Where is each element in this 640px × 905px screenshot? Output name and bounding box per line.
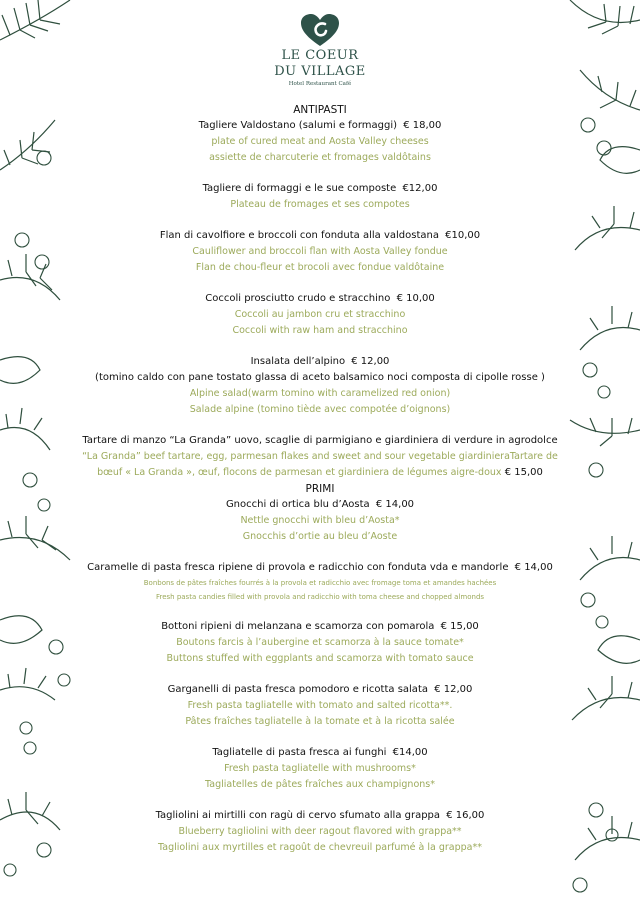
section-title-antipasti: ANTIPASTI xyxy=(293,104,347,116)
dish-title xyxy=(80,619,560,635)
dish-translation: plate of cured meat and Aosta Valley cheeses xyxy=(211,136,429,147)
dish-item xyxy=(80,228,560,276)
dish-translation: Pâtes fraîches tagliatelle à la tomate et à la ricotta salée xyxy=(185,716,455,727)
dish-title xyxy=(80,291,560,307)
restaurant-logo xyxy=(0,14,640,88)
dish-translation: Salade alpine (tomino tiède avec compotée d’oignons) xyxy=(189,404,451,415)
dish-translation: Tagliolini aux myrtilles et ragoût de chevreuil parfumé à la grappa** xyxy=(158,842,482,853)
dish-translation: Boutons farcis à l’aubergine et scamorza à la sauce tomate* xyxy=(176,637,464,648)
pine-branch-icon xyxy=(0,0,80,905)
dish-translation: Coccoli with raw ham and stracchino xyxy=(232,325,408,336)
dish-translation: Coccoli au jambon cru et stracchino xyxy=(234,309,406,320)
dish-name: Coccoli prosciutto crudo e stracchino xyxy=(205,293,391,304)
dish-subtitle: (tomino caldo con pane tostato glassa di aceto balsamico noci composta di cipolle rosse ) xyxy=(95,372,545,383)
dish-price: € 15,00 xyxy=(504,467,543,478)
dish-price: € 15,00 xyxy=(440,621,479,632)
dish-item xyxy=(80,433,560,481)
dish-price: € 16,00 xyxy=(446,810,485,821)
dish-name: Tartare di manzo “La Granda” uovo, scaglie di parmigiano e giardiniera di verdure in agrodolce xyxy=(82,435,558,446)
dish-translation: Flan de chou-fleur et brocoli avec fondue valdôtaine xyxy=(195,262,445,273)
dish-name: Tagliolini ai mirtilli con ragù di cervo sfumato alla grappa xyxy=(155,810,441,821)
dish-price: €12,00 xyxy=(402,183,438,194)
section-title-primi: PRIMI xyxy=(305,483,335,495)
dish-item xyxy=(80,118,560,166)
dish-name: Tagliere Valdostano (salumi e formaggi) xyxy=(198,120,398,131)
dish-translation: Blueberry tagliolini with deer ragout flavored with grappa** xyxy=(178,826,462,837)
dish-price: € 18,00 xyxy=(403,120,442,131)
dish-translation: Buttons stuffed with eggplants and scamorza with tomato sauce xyxy=(166,653,474,664)
dish-title xyxy=(80,181,560,197)
dish-translation: Tagliatelles de pâtes fraîches aux champignons* xyxy=(205,779,435,790)
dish-title xyxy=(80,560,560,576)
dish-translation: Cauliflower and broccoli flan with Aosta Valley fondue xyxy=(192,246,448,257)
dish-item xyxy=(80,291,560,339)
dish-translation: Nettle gnocchi with bleu d’Aosta* xyxy=(240,515,400,526)
dish-translation: “La Granda” beef tartare, egg, parmesan flakes and sweet and sour vegetable giardiniera xyxy=(82,451,510,462)
dish-translation: assiette de charcuterie et fromages valdôtains xyxy=(209,152,431,163)
dish-title xyxy=(80,433,560,481)
dish-item xyxy=(80,181,560,213)
dish-translation: Fresh pasta candies filled with provola and radicchio with toma cheese and chopped almonds xyxy=(155,593,485,601)
dish-translation: Fresh pasta tagliatelle with mushrooms* xyxy=(224,763,416,774)
dish-price: €10,00 xyxy=(445,230,481,241)
dish-item xyxy=(80,560,560,604)
dish-price: € 12,00 xyxy=(351,356,390,367)
dish-item xyxy=(80,354,560,418)
dish-item xyxy=(80,497,560,545)
dish-translation: Fresh pasta tagliatelle with tomato and salted ricotta**. xyxy=(187,700,453,711)
dish-name: Flan di cavolfiore e broccoli con fonduta alla valdostana xyxy=(159,230,439,241)
dish-price: € 10,00 xyxy=(396,293,435,304)
dish-item xyxy=(80,619,560,667)
dish-name: Caramelle di pasta fresca ripiene di provola e radicchio con fonduta vda e mandorle xyxy=(87,562,509,573)
dish-name: Tagliatelle di pasta fresca ai funghi xyxy=(212,747,387,758)
dish-title xyxy=(80,497,560,513)
dish-name: Garganelli di pasta fresca pomodoro e ricotta salata xyxy=(167,684,428,695)
dish-translation: Tartare de bœuf « La Granda », œuf, flocons de parmesan et giardiniera de légumes aigre-doux xyxy=(97,451,558,478)
dish-name: Gnocchi di ortica blu d’Aosta xyxy=(225,499,370,510)
dish-price: €14,00 xyxy=(392,747,428,758)
logo-name-line1: LE COEUR xyxy=(281,48,359,63)
dish-title xyxy=(80,808,560,824)
dish-name: Bottoni ripieni di melanzana e scamorza con pomarola xyxy=(161,621,435,632)
dish-price: € 12,00 xyxy=(434,684,473,695)
logo-subtitle: Hotel Restaurant Café xyxy=(288,81,352,87)
dish-translation: Alpine salad(warm tomino with caramelized red onion) xyxy=(189,388,451,399)
menu-content xyxy=(80,102,560,856)
pine-branch-icon xyxy=(560,0,640,905)
dish-title xyxy=(80,354,560,370)
dish-title xyxy=(80,118,560,134)
dish-title xyxy=(80,228,560,244)
dish-name: Insalata dell’alpino xyxy=(250,356,346,367)
dish-title xyxy=(80,682,560,698)
dish-item xyxy=(80,808,560,856)
dish-price: € 14,00 xyxy=(375,499,415,510)
dish-name: Tagliere di formaggi e le sue composte xyxy=(202,183,397,194)
dish-translation: Gnocchis d’ortie au bleu d’Aoste xyxy=(242,531,398,542)
dish-title xyxy=(80,745,560,761)
heart-logo-icon xyxy=(301,14,339,48)
dish-item xyxy=(80,745,560,793)
dish-translation: Bonbons de pâtes fraîches fourrés à la provola et radicchio avec fromage toma et amandes hachées xyxy=(143,579,497,587)
dish-translation: Plateau de fromages et ses compotes xyxy=(230,199,410,210)
dish-price: € 14,00 xyxy=(514,562,553,573)
logo-name-line2: DU VILLAGE xyxy=(274,64,366,79)
dish-item xyxy=(80,682,560,730)
